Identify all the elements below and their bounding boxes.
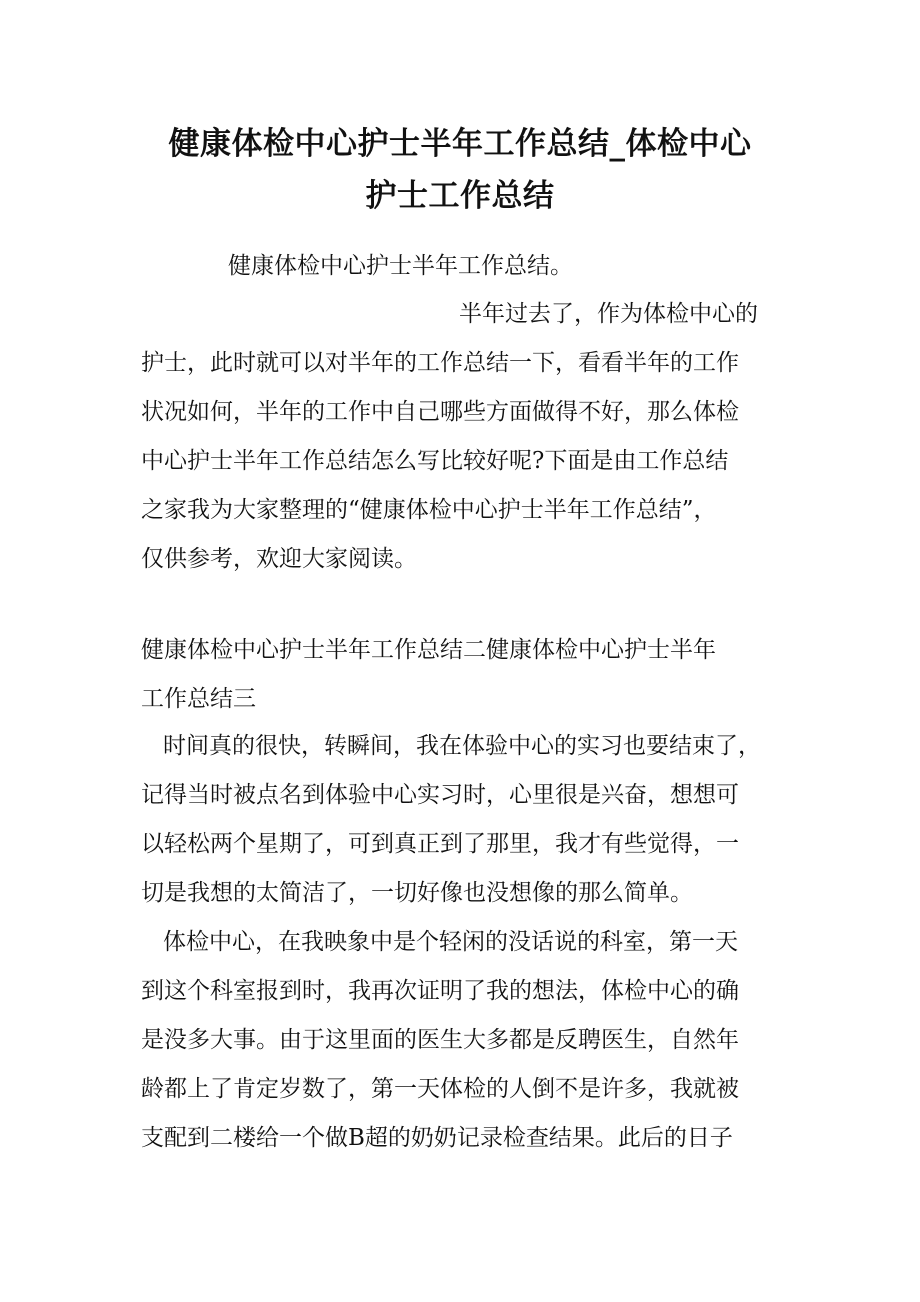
document-title [120,118,800,222]
title-line-2: 护士工作总结 [365,178,555,214]
paragraph-line: 到这个科室报到时，我再次证明了我的想法，体检中心的确 [141,978,739,1004]
body-paragraph-1 [141,722,781,918]
section-heading [141,626,781,724]
intro-line: 之家我为大家整理的“健康体检中心护士半年工作总结”， [141,497,717,523]
intro-line: 仅供参考，欢迎大家阅读。 [141,546,417,572]
intro-line: 护士，此时就可以对半年的工作总结一下，看看半年的工作 [141,350,739,376]
paragraph-line: 切是我想的太简洁了，一切好像也没想像的那么简单。 [141,880,693,906]
document-subtitle: 健康体检中心护士半年工作总结。 [228,253,573,279]
section-heading-line: 健康体检中心护士半年工作总结二健康体检中心护士半年 [141,637,716,663]
intro-line: 状况如何，半年的工作中自己哪些方面做得不好，那么体检 [141,399,739,425]
paragraph-line: 时间真的很快，转瞬间，我在体验中心的实习也要结束了， [163,733,761,759]
intro-line: 半年过去了，作为体检中心的 [459,301,758,327]
body-paragraph-2 [141,918,781,1163]
intro-line: 中心护士半年工作总结怎么写比较好呢?下面是由工作总结 [141,448,729,474]
paragraph-line: 龄都上了肯定岁数了，第一天体检的人倒不是许多，我就被 [141,1076,739,1102]
intro-paragraph [141,290,781,584]
paragraph-line: 体检中心，在我映象中是个轻闲的没话说的科室，第一天 [163,929,738,955]
paragraph-line: 以轻松两个星期了，可到真正到了那里，我才有些觉得，一 [141,831,739,857]
paragraph-line: 记得当时被点名到体验中心实习时，心里很是兴奋，想想可 [141,782,739,808]
paragraph-line: 是没多大事。由于这里面的医生大多都是反聘医生，自然年 [141,1027,739,1053]
paragraph-line: 支配到二楼给一个做B超的奶奶记录检查结果。此后的日子 [141,1125,733,1151]
title-line-1: 健康体检中心护士半年工作总结_体检中心 [168,126,752,162]
section-heading-line: 工作总结三 [141,686,256,712]
